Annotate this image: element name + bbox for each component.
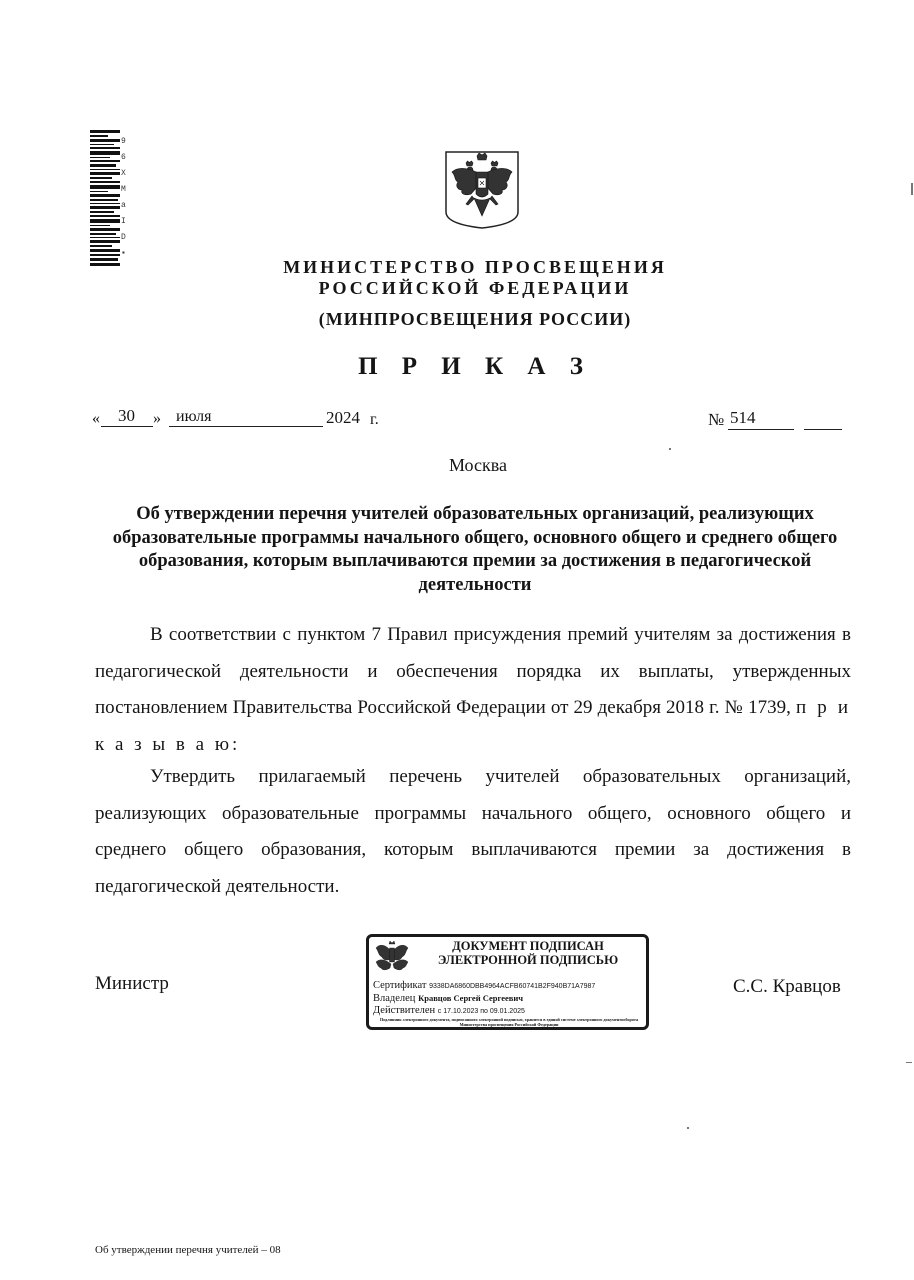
- stamp-title: ДОКУМЕНТ ПОДПИСАН ЭЛЕКТРОННОЙ ПОДПИСЬЮ: [437, 939, 619, 967]
- ministry-short-name: (МИНПРОСВЕЩЕНИЯ РОССИИ): [318, 309, 632, 329]
- date-year-suffix: г.: [370, 411, 379, 428]
- stamp-certificate: Сертификат 9338DA6860DBB4964ACFB60741B2F940B71A7987: [373, 980, 596, 991]
- barcode: [90, 130, 120, 266]
- coat-of-arms-icon: [444, 150, 520, 230]
- order-number: [708, 408, 848, 434]
- signer-position: Министр: [95, 973, 169, 994]
- stamp-note: Подлинник электронного документа, подписанного электронной подписью, хранится в единой системе электронного документооборота Министерства просвещения Российской Федерации: [379, 1017, 639, 1027]
- number-underline-tail: [804, 429, 842, 430]
- date-open-quote: «: [92, 410, 100, 427]
- electronic-signature-stamp: [366, 934, 649, 1030]
- order-date: [92, 406, 392, 432]
- body-paragraph-2: Утвердить прилагаемый перечень учителей образовательных организаций, реализующих образовательные программы начального общего, основного общего и среднего общего образования, которым выплачиваются премии за достижения в педагогической деятельности.: [95, 766, 851, 897]
- city: Москва: [449, 455, 507, 475]
- document-type-title: П Р И К А З: [358, 353, 592, 380]
- number-underline: [728, 429, 794, 430]
- date-month-underline: [169, 426, 323, 427]
- number-value: 514: [730, 408, 756, 427]
- signer-name: С.С. Кравцов: [733, 976, 841, 997]
- footer-reference: Об утверждении перечня учителей – 08: [95, 1244, 281, 1256]
- ministry-name-line1: МИНИСТЕРСТВО ПРОСВЕЩЕНИЯ: [283, 257, 667, 277]
- scan-speck: [669, 448, 671, 450]
- number-sign: №: [708, 410, 725, 429]
- ministry-name-line2: РОССИЙСКОЙ ФЕДЕРАЦИИ: [318, 278, 632, 298]
- scan-speck: [911, 183, 913, 195]
- scan-speck: [906, 1062, 912, 1063]
- order-subject: Об утверждении перечня учителей образовательных организаций, реализующих образовательные программы начального общего, основного общего и среднего общего образования, которым выплачиваются премии за достижения в педагогической деятельности: [112, 504, 838, 595]
- date-day-underline: [101, 426, 153, 427]
- order-word: п р и к а з ы в а ю:: [95, 697, 851, 755]
- scan-speck: [687, 1127, 689, 1129]
- stamp-validity: Действителен с 17.10.2023 по 09.01.2025: [373, 1005, 525, 1016]
- paragraph-1-text: В соответствии с пунктом 7 Правил присуждения премий учителям за достижения в педагогической деятельности и обеспечения порядка их выплаты, утвержденных постановлением Правительства Российской Федерации от 29 декабря 2018 г. № 1739,: [95, 624, 851, 718]
- date-day: 30: [118, 406, 135, 425]
- date-year: 2024: [326, 408, 360, 427]
- date-close-quote: »: [153, 410, 161, 427]
- date-month: июля: [176, 408, 212, 425]
- barcode-characters: 9 6 X M a I D ▪: [121, 137, 126, 258]
- body-paragraph-1: [95, 617, 851, 763]
- stamp-coat-of-arms-icon: [375, 940, 409, 972]
- stamp-owner: Владелец Кравцов Сергей Сергеевич: [373, 993, 524, 1004]
